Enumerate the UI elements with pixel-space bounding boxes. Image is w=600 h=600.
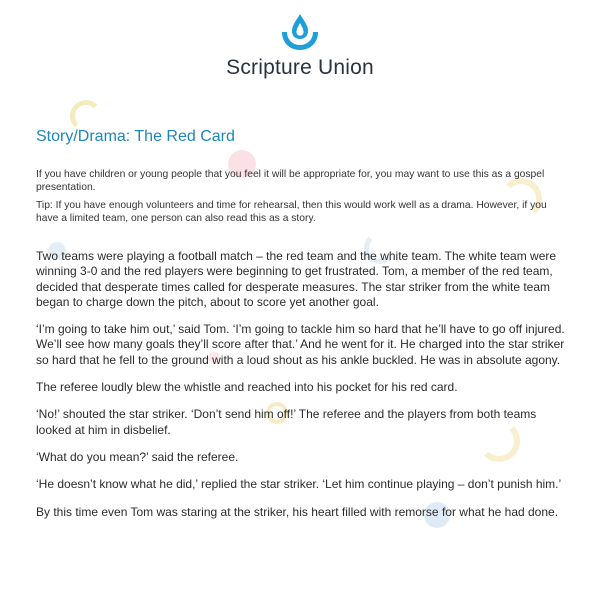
intro-section	[36, 168, 570, 225]
story-paragraph: ‘What do you mean?’ said the referee.	[36, 449, 239, 464]
brand-logo	[0, 12, 600, 80]
tip-paragraph: Tip: If you have enough volunteers and time for rehearsal, then this would work well as a drama. However, if you have a limited team, one person can also read this as a story.	[36, 200, 547, 224]
page-title: Story/Drama: The Red Card	[36, 128, 235, 145]
flame-in-bowl-icon	[278, 12, 322, 52]
story-paragraph: The referee loudly blew the whistle and reached into his pocket for his red card.	[36, 380, 458, 395]
document-body	[36, 128, 570, 532]
story-paragraph: ‘He doesn’t know what he did,’ replied the star striker. ‘Let him continue playing – don’t punish him.’	[36, 477, 562, 492]
story-paragraph: ‘I’m going to take him out,’ said Tom. ‘I’m going to tackle him so hard that he’ll have to go off injured. We’ll see how many goals they’ll score after that.’ And he went for it. He charged into the star striker so hard that he fell to the ground with a loud shout as his ankle buckled. He was in absolute agony.	[36, 322, 565, 367]
brand-name: Scripture Union	[226, 56, 374, 79]
intro-paragraph: If you have children or young people that you feel it will be appropriate for, you may want to use this as a gospel presentation.	[36, 169, 545, 193]
story-paragraph: ‘No!’ shouted the star striker. ‘Don’t send him off!’ The referee and the players from both teams looked at him in disbelief.	[36, 407, 537, 437]
story-section	[36, 249, 570, 520]
story-paragraph: Two teams were playing a football match – the red team and the white team. The white team were winning 3-0 and the red players were beginning to get frustrated. Tom, a member of the red team, decided that desperate times called for desperate measures. The star striker from the white team began to charge down the pitch, about to score yet another goal.	[36, 249, 557, 309]
story-paragraph: By this time even Tom was staring at the striker, his heart filled with remorse for what he had done.	[36, 504, 559, 519]
